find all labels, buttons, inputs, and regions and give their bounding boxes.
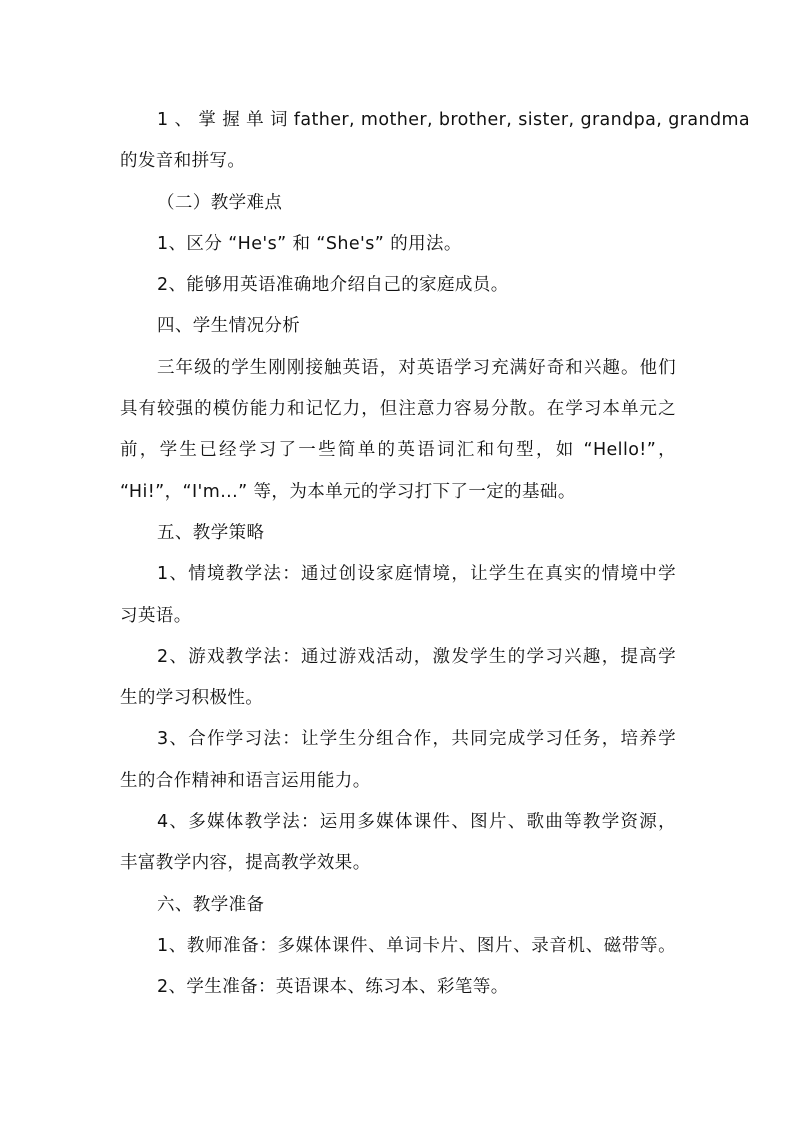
text-line: 2、学生准备：英语课本、练习本、彩笔等。 bbox=[157, 977, 509, 998]
text-line: 1、情境教学法：通过创设家庭情境，让学生在真实的情境中学 bbox=[157, 564, 676, 585]
text-line: 习英语。 bbox=[120, 605, 192, 626]
text-line: 2、游戏教学法：通过游戏活动，激发学生的学习兴趣，提高学 bbox=[157, 646, 676, 667]
text-line: 1 、 掌 握 单 词 father, mother, brother, sister, grandpa, grandma bbox=[157, 110, 751, 130]
text-line: 生的学习积极性。 bbox=[120, 688, 264, 709]
text-line: 的发音和拼写。 bbox=[120, 151, 246, 172]
text-line: 前，学生已经学习了一些简单的英语词汇和句型，如 “Hello!”， bbox=[120, 440, 676, 461]
text-line: 具有较强的模仿能力和记忆力，但注意力容易分散。在学习本单元之 bbox=[120, 399, 676, 420]
text-line: 3、合作学习法：让学生分组合作，共同完成学习任务，培养学 bbox=[157, 729, 676, 750]
text-line: 生的合作精神和语言运用能力。 bbox=[120, 770, 371, 791]
text-line: 六、教学准备 bbox=[157, 894, 265, 915]
text-line: 三年级的学生刚刚接触英语，对英语学习充满好奇和兴趣。他们 bbox=[157, 357, 676, 378]
text-line: 四、学生情况分析 bbox=[157, 316, 301, 337]
text-line: 1、教师准备：多媒体课件、单词卡片、图片、录音机、磁带等。 bbox=[157, 935, 676, 956]
text-line: 五、教学策略 bbox=[157, 522, 265, 543]
text-line: 丰富教学内容，提高教学效果。 bbox=[120, 853, 371, 874]
text-line: 1、区分 “He's” 和 “She's” 的用法。 bbox=[157, 233, 462, 254]
text-line: 2、能够用英语准确地介绍自己的家庭成员。 bbox=[157, 275, 509, 296]
text-line: “Hi!”，“I'm...” 等，为本单元的学习打下了一定的基础。 bbox=[120, 481, 576, 502]
document-body bbox=[120, 100, 751, 1009]
text-line: 4、多媒体教学法：运用多媒体课件、图片、歌曲等教学资源， bbox=[157, 812, 676, 833]
text-line: （二）教学难点 bbox=[157, 192, 283, 213]
